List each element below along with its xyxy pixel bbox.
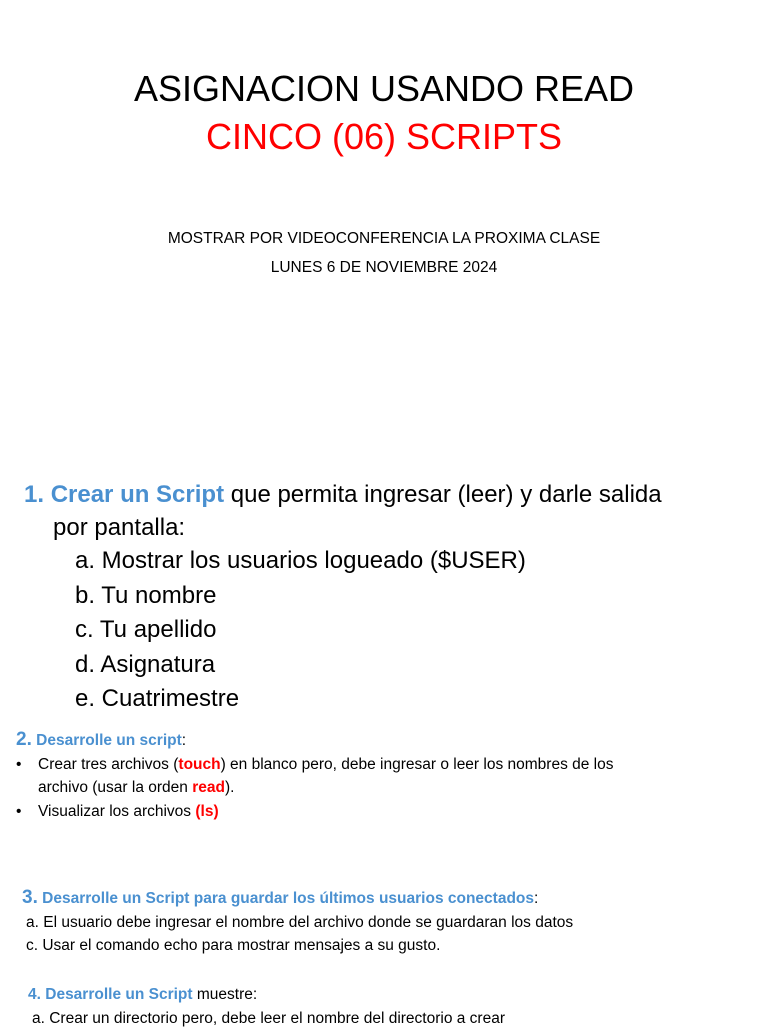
bullet-icon: • <box>16 800 21 824</box>
question-2-colon: : <box>182 732 186 749</box>
question-3-colon: : <box>534 890 538 907</box>
bullet-1-text-a: Crear tres archivos ( <box>38 756 178 773</box>
question-1-item-b: b. Tu nombre <box>24 579 662 614</box>
question-2-bullet-2 <box>16 800 614 824</box>
question-3-lead: Desarrolle un Script para guardar los últimos usuarios conectados <box>42 890 534 907</box>
note-line-2: LUNES 6 DE NOVIEMBRE 2024 <box>0 259 768 277</box>
question-2-number: 2. <box>16 729 32 750</box>
bullet-icon: • <box>16 753 21 777</box>
bullet-1-text-c: archivo (usar la orden <box>38 779 192 796</box>
question-1-item-e: e. Cuatrimestre <box>24 682 662 717</box>
question-2-heading <box>16 728 614 753</box>
bullet-1-touch: touch <box>178 756 220 773</box>
bullet-1-text-b: ) en blanco pero, debe ingresar o leer los nombres de los <box>221 756 614 773</box>
question-2-lead: Desarrolle un script <box>36 732 182 749</box>
question-1-item-c: c. Tu apellido <box>24 613 662 648</box>
question-1-heading <box>24 478 662 511</box>
question-4-number: 4. <box>28 986 41 1003</box>
question-4-line-a: a. Crear un directorio pero, debe leer el nombre del directorio a crear <box>28 1007 505 1030</box>
title-line-1: ASIGNACION USANDO READ <box>0 68 768 110</box>
question-3-heading <box>22 886 573 911</box>
question-4-heading <box>28 983 505 1007</box>
question-2 <box>16 728 614 823</box>
question-1-rest: que permita ingresar (leer) y darle salida <box>231 481 662 508</box>
question-1 <box>24 478 662 717</box>
question-1-number: 1. <box>24 481 44 508</box>
question-4-lead: Desarrolle un Script <box>45 986 192 1003</box>
question-4-rest: muestre: <box>197 986 257 1003</box>
bullet-2-text: Visualizar los archivos <box>38 803 195 820</box>
question-3-line-c: c. Usar el comando echo para mostrar mensajes a su gusto. <box>22 934 573 958</box>
question-1-continuation: por pantalla: <box>24 511 662 544</box>
bullet-2-ls: (ls) <box>195 803 218 820</box>
question-1-item-d: d. Asignatura <box>24 648 662 683</box>
question-4 <box>28 983 505 1030</box>
bullet-1-read: read <box>192 779 225 796</box>
question-3-number: 3. <box>22 887 38 908</box>
bullet-1-text-d: ). <box>225 779 234 796</box>
question-3 <box>22 886 573 958</box>
question-1-lead: Crear un Script <box>51 481 224 508</box>
title-line-2: CINCO (06) SCRIPTS <box>0 116 768 158</box>
question-1-item-a: a. Mostrar los usuarios logueado ($USER) <box>24 544 662 579</box>
question-2-bullet-1 <box>16 753 614 800</box>
question-3-line-a: a. El usuario debe ingresar el nombre del archivo donde se guardaran los datos <box>22 911 573 935</box>
note-line-1: MOSTRAR POR VIDEOCONFERENCIA LA PROXIMA CLASE <box>0 230 768 248</box>
